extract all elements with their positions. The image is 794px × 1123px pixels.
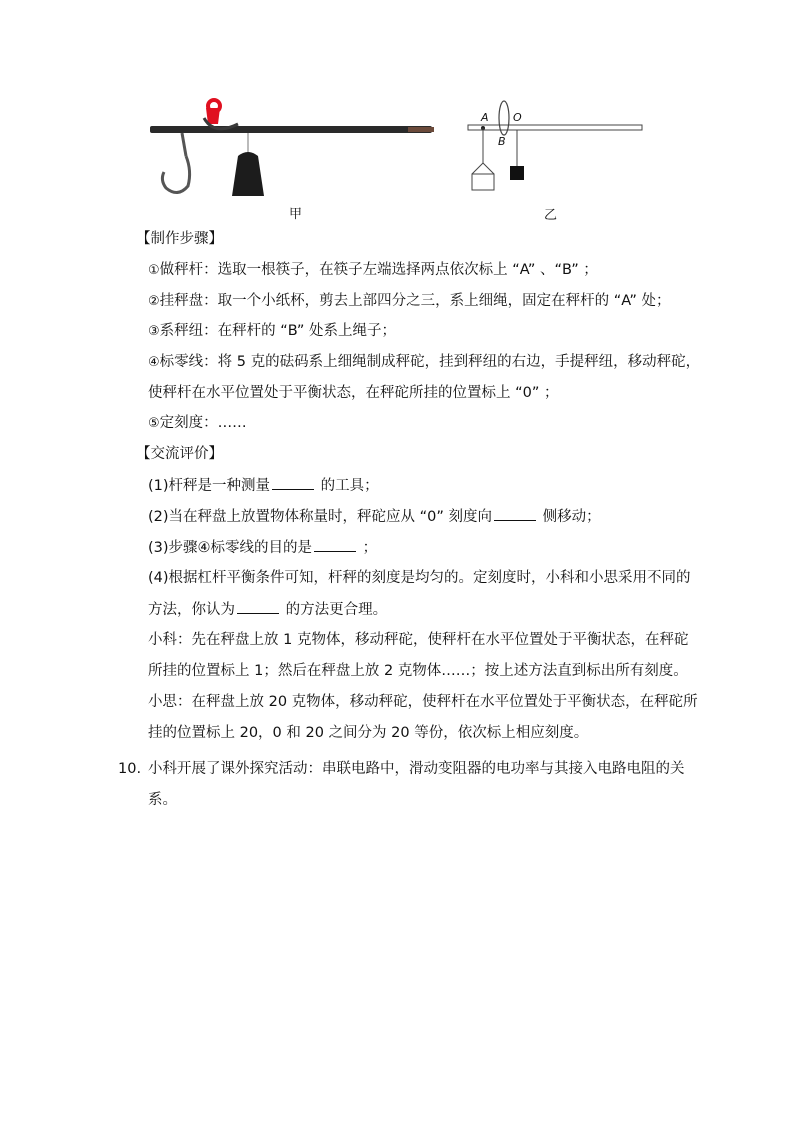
step-4: ④标零线：将 5 克的砝码系上细绳制成秤砣，挂到秤纽的右边，手提秤纽，移动秤砣， <box>148 354 701 370</box>
problem-10-number: 10. <box>118 761 142 777</box>
problem-10-line-1: 小科开展了课外探究活动：串联电路中，滑动变阻器的电功率与其接入电路电阻的关 <box>148 761 685 777</box>
answer-blank-2[interactable] <box>494 506 536 521</box>
question-4-cont: 方法，你认为 的方法更合理。 <box>148 599 387 620</box>
xiaosi-line-1: 小思：在秤盘上放 20 克物体，移动秤砣，使秤杆在水平位置处于平衡状态，在秤砣所 <box>148 694 698 710</box>
xiaosi-line-2: 挂的位置标上 20，0 和 20 之间分为 20 等份，依次标上相应刻度。 <box>148 725 589 741</box>
question-3: (3)步骤④标零线的目的是 ； <box>148 537 377 558</box>
section-eval-heading: 【交流评价】 <box>136 446 223 462</box>
xiaoke-line-2: 所挂的位置标上 1；然后在秤盘上放 2 克物体……；按上述方法直到标出所有刻度。 <box>148 663 688 679</box>
label-O: O <box>513 111 522 124</box>
step-5: ⑤定刻度：…… <box>148 415 247 431</box>
label-B: B <box>498 135 506 148</box>
lever-diagram <box>462 98 647 203</box>
answer-blank-4[interactable] <box>237 599 279 614</box>
question-2: (2)当在秤盘上放置物体称量时，秤砣应从 “0” 刻度向 侧移动； <box>148 506 601 527</box>
question-4: (4)根据杠杆平衡条件可知，杆秤的刻度是均匀的。定刻度时，小科和小思采用不同的 <box>148 570 691 586</box>
caption-right: 乙 <box>544 208 558 223</box>
problem-10-line-2: 系。 <box>148 792 177 808</box>
answer-blank-3[interactable] <box>314 537 356 552</box>
section-make-heading: 【制作步骤】 <box>136 231 223 247</box>
step-3: ③系秤纽：在秤杆的 “B” 处系上绳子； <box>148 323 397 339</box>
answer-blank-1[interactable] <box>272 475 314 490</box>
step-2: ②挂秤盘：取一个小纸杯，剪去上部四分之三，系上细绳，固定在秤杆的 “A” 处； <box>148 293 671 309</box>
question-1: (1)杆秤是一种测量 的工具； <box>148 475 379 496</box>
xiaoke-line-1: 小科：先在秤盘上放 1 克物体，移动秤砣，使秤杆在水平位置处于平衡状态，在秤砣 <box>148 632 689 648</box>
steelyard-photo <box>148 96 438 206</box>
step-4-cont: 使秤杆在水平位置处于平衡状态，在秤砣所挂的位置标上 “0” ； <box>148 385 559 401</box>
step-1: ①做秤杆：选取一根筷子，在筷子左端选择两点依次标上 “A” 、“B” ； <box>148 262 598 278</box>
label-A: A <box>481 111 489 124</box>
caption-left: 甲 <box>289 207 303 222</box>
